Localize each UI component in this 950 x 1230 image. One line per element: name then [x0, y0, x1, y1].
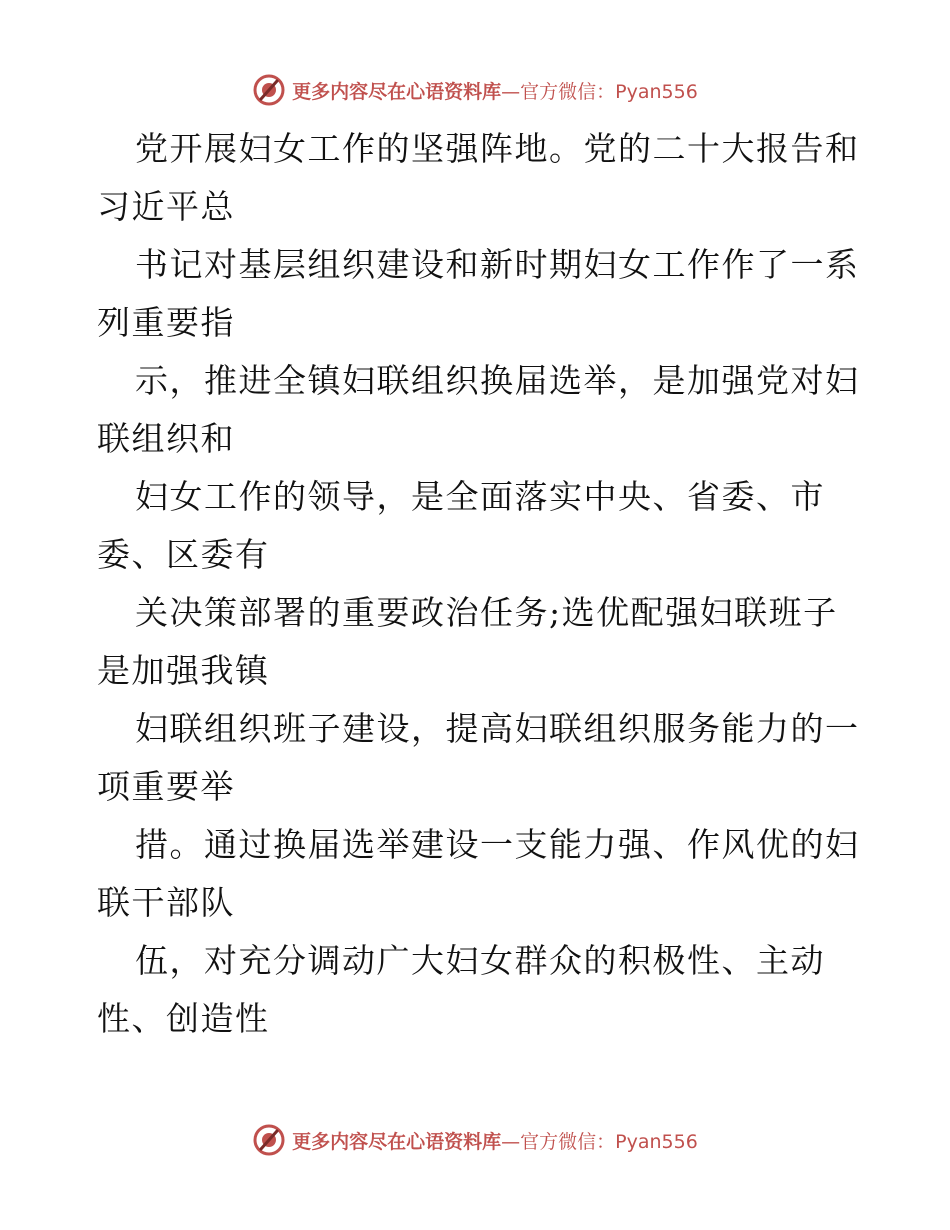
- body-line: 联干部队: [97, 883, 235, 922]
- body-line: 关决策部署的重要政治任务;选优配强妇联班子: [135, 593, 838, 632]
- header-brand-text: 更多内容尽在心语资料库: [292, 80, 502, 103]
- footer-text: [292, 1127, 698, 1154]
- body-line: 性、创造性: [97, 999, 270, 1038]
- header-text: [292, 77, 698, 104]
- body-line: 委、区委有: [97, 535, 270, 574]
- body-line: 妇女工作的领导，是全面落实中央、省委、市: [135, 477, 825, 516]
- header-contact-text: —官方微信：Pyan556: [501, 80, 698, 103]
- body-line: 妇联组织班子建设，提高妇联组织服务能力的一: [135, 709, 860, 748]
- footer-contact-text: —官方微信：Pyan556: [501, 1130, 698, 1153]
- document-body: [97, 120, 860, 1048]
- body-line: 党开展妇女工作的坚强阵地。党的二十大报告和: [135, 129, 860, 168]
- seal-logo-icon: [252, 73, 286, 107]
- body-line: 习近平总: [97, 187, 235, 226]
- body-line: 书记对基层组织建设和新时期妇女工作作了一系: [135, 245, 860, 284]
- body-line: 伍，对充分调动广大妇女群众的积极性、主动: [135, 941, 825, 980]
- seal-logo-icon: [252, 1123, 286, 1157]
- header-banner: [0, 68, 950, 112]
- body-line: 措。通过换届选举建设一支能力强、作风优的妇: [135, 825, 860, 864]
- footer-brand-text: 更多内容尽在心语资料库: [292, 1130, 502, 1153]
- body-line: 是加强我镇: [97, 651, 270, 690]
- body-line: 列重要指: [97, 303, 235, 342]
- body-line: 项重要举: [97, 767, 235, 806]
- body-line: 示，推进全镇妇联组织换届选举，是加强党对妇: [135, 361, 860, 400]
- body-line: 联组织和: [97, 419, 235, 458]
- footer-banner: [0, 1118, 950, 1162]
